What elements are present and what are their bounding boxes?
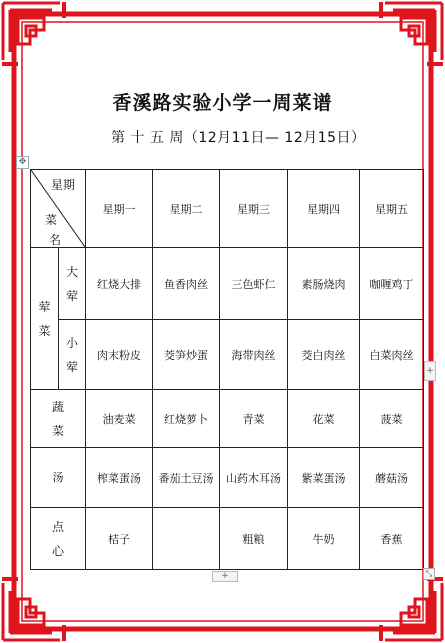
- veg-label: 蔬菜: [31, 390, 86, 448]
- small-meat-row: [31, 320, 424, 390]
- table-cell: 素肠烧肉: [288, 248, 360, 320]
- table-cell: 菠菜: [360, 390, 424, 448]
- table-cell: 香蕉: [360, 508, 424, 570]
- day-header-thu: 星期四: [288, 170, 360, 248]
- day-header-tue: 星期二: [153, 170, 220, 248]
- snack-row: [31, 508, 424, 570]
- corner-dish-label-1: 菜: [45, 213, 58, 227]
- corner-dish-label: [41, 210, 61, 248]
- add-column-plus-icon[interactable]: +: [424, 361, 436, 381]
- table-cell: 油麦菜: [86, 390, 153, 448]
- header-row: [31, 170, 424, 248]
- table-cell: 花菜: [288, 390, 360, 448]
- veg-row: [31, 390, 424, 448]
- table-cell: 红烧萝卜: [153, 390, 220, 448]
- corner-header-cell: [31, 170, 86, 248]
- add-row-plus-icon[interactable]: +: [212, 571, 238, 582]
- table-cell: 山药木耳汤: [220, 448, 288, 508]
- resize-icon[interactable]: ⤡: [423, 568, 435, 580]
- table-cell: 三色虾仁: [220, 248, 288, 320]
- table-cell: 榨菜蛋汤: [86, 448, 153, 508]
- weekly-menu-table: [30, 169, 424, 570]
- table-cell: 茭白肉丝: [288, 320, 360, 390]
- page-title: 香溪路实验小学一周菜谱: [112, 92, 333, 114]
- small-meat-label: 小荤: [59, 320, 86, 390]
- day-header-mon: 星期一: [86, 170, 153, 248]
- soup-label: 汤: [31, 448, 86, 508]
- table-cell: 白菜肉丝: [360, 320, 424, 390]
- table-cell: 蘑菇汤: [360, 448, 424, 508]
- table-cell: 牛奶: [288, 508, 360, 570]
- table-cell: 粗粮: [220, 508, 288, 570]
- week-subtitle: 第 十 五 周（12月11日— 12月15日）: [111, 130, 366, 146]
- table-cell: 青菜: [220, 390, 288, 448]
- soup-row: [31, 448, 424, 508]
- table-cell: [153, 508, 220, 570]
- move-icon[interactable]: ✥: [16, 156, 29, 169]
- day-header-wed: 星期三: [220, 170, 288, 248]
- meat-group-label: 荤菜: [31, 248, 59, 390]
- table-cell: 肉末粉皮: [86, 320, 153, 390]
- table-cell: 桔子: [86, 508, 153, 570]
- table-cell: 咖喱鸡丁: [360, 248, 424, 320]
- large-meat-label: 大荤: [59, 248, 86, 320]
- day-header-fri: 星期五: [360, 170, 424, 248]
- table-cell: 茭笋炒蛋: [153, 320, 220, 390]
- table-cell: 紫菜蛋汤: [288, 448, 360, 508]
- snack-label: 点心: [31, 508, 86, 570]
- corner-dish-label-2: 名: [49, 233, 62, 247]
- table-cell: 红烧大排: [86, 248, 153, 320]
- table-cell: 海带肉丝: [220, 320, 288, 390]
- large-meat-row: [31, 248, 424, 320]
- table-cell: 番茄土豆汤: [153, 448, 220, 508]
- table-cell: 鱼香肉丝: [153, 248, 220, 320]
- corner-weekday-label: 星期: [51, 178, 76, 192]
